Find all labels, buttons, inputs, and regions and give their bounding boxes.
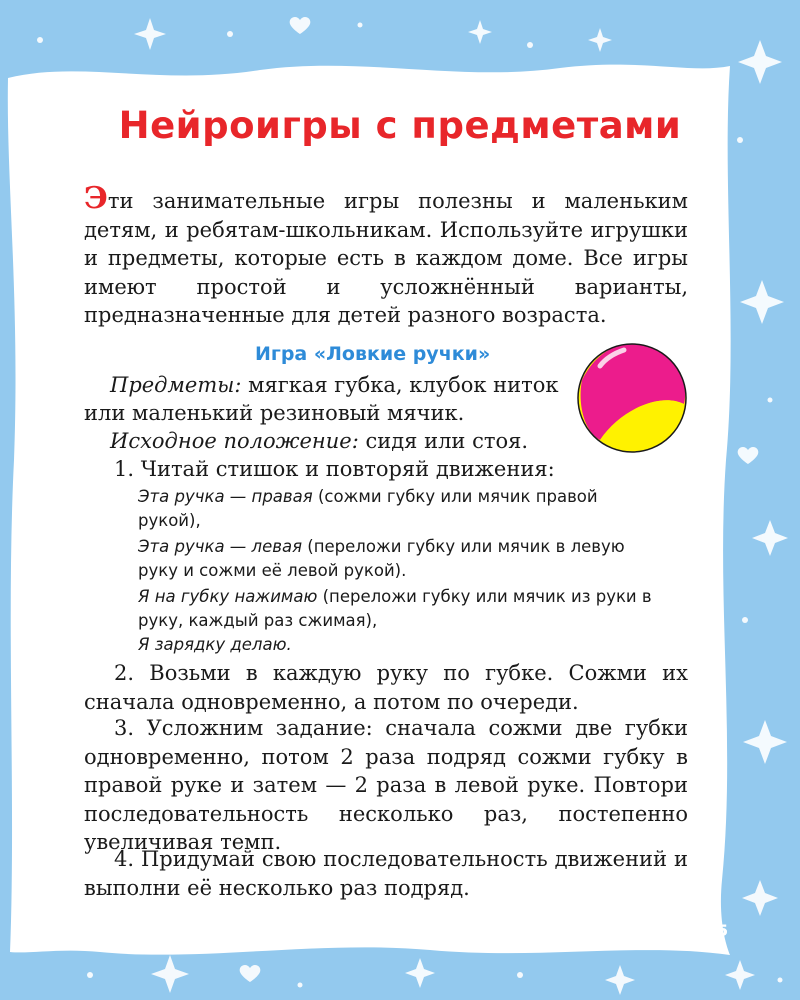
step-4: 4. Придумай свою последовательность движений и выполни её несколько раз подряд. (84, 847, 688, 900)
intro-text: ти занимательные игры полезны и маленьким детям, и ребятам-школьникам. Используйте игрушки и предметы, которые есть в каждом доме. Все игры имеют простой и усложнённый варианты, предназначенные для детей разного возраста. (84, 189, 688, 327)
step-2: 2. Возьми в каждую руку по губке. Сожми их сначала одновременно, а потом по очереди. (84, 661, 688, 714)
verse-rest: (переложи губку или мячик в левую руку и сожми её левой рукой). (138, 537, 625, 580)
drop-cap: Э (84, 181, 108, 216)
verse-rest: (переложи губку или мячик из руки в руку, каждый раз сжимая), (138, 587, 652, 630)
verse-2 (138, 535, 658, 583)
intro-paragraph (84, 181, 688, 330)
verse-italic: Эта ручка — правая (138, 487, 313, 506)
page-title: Нейроигры с предметами (118, 104, 682, 147)
verse-rest: (сожми губку или мячик правой рукой), (138, 487, 598, 530)
verse-italic: Я зарядку делаю. (138, 635, 292, 654)
verse-3 (138, 585, 658, 633)
step-3: 3. Усложним задание: сначала сожми две губки одновременно, потом 2 раза подряд сожми губку в правой руке и затем — 2 раза в левой руке. Повтори последовательность несколько раз, постепенно увеличивая темп. (84, 716, 688, 854)
step-1: 1. Читай стишок и повторяй движения: (114, 457, 555, 481)
position-line (110, 429, 528, 453)
position-text: сидя или стоя. (365, 429, 529, 453)
items-label: Предметы: (110, 373, 242, 397)
verse-1 (138, 485, 658, 533)
items-line-2: или маленький резиновый мячик. (84, 401, 465, 425)
position-label: Исходное положение: (110, 429, 359, 453)
items-text: мягкая губка, клубок ниток (248, 373, 559, 397)
items-line (110, 373, 559, 397)
game-heading: Игра «Ловкие ручки» (255, 343, 491, 365)
verse-italic: Я на губку нажимаю (138, 587, 318, 606)
verse-4 (138, 633, 658, 657)
page-number: 5 (717, 921, 729, 940)
verse-italic: Эта ручка — левая (138, 537, 303, 556)
